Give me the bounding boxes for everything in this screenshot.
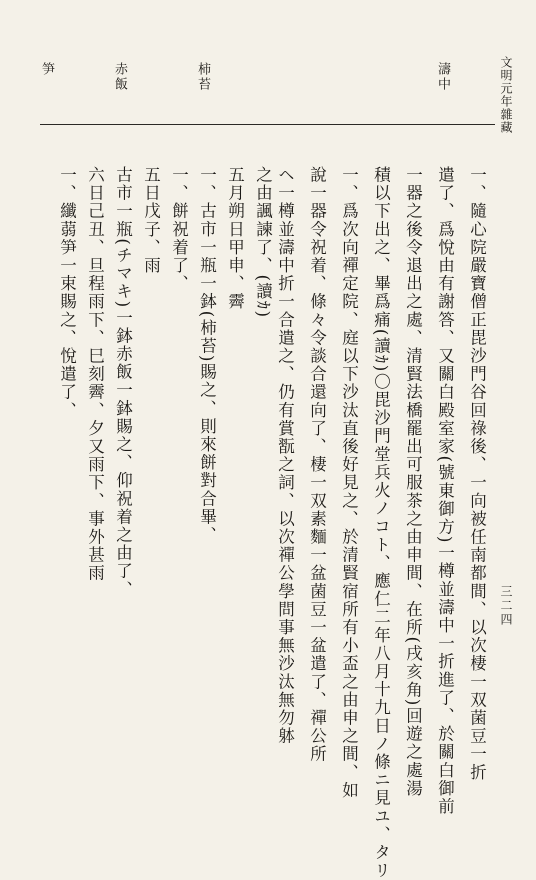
page-number: 三二四: [499, 585, 513, 627]
text-column-14: 六日己丑、旦程雨下、巳刻霽、夕又雨下、事外甚雨: [85, 166, 105, 583]
text-column-4: 積以下出之、畢爲痛(讀ｶ)〇毘沙門堂兵火ノコト、應仁二年八月十九日ノ條ニ見ユ、タリ: [371, 166, 391, 880]
top-note-2: 柿苔: [195, 62, 210, 92]
top-note-4: 笋: [39, 62, 54, 77]
top-note-1: 濤中: [435, 62, 450, 92]
text-column-2: 遣了、爲悅由有謝答、又關白殿室家(號東御方)一樽並濤中一折進了、於關白御前: [435, 166, 455, 816]
header-rule: [40, 124, 495, 125]
text-column-3: 一器之後令退出之處、清賢法橋罷出可服茶之由申間、在所(戌亥角)回遊之處湯: [403, 166, 423, 798]
text-column-6: 說一器令祝着、條々令談合還向了、棲一双素麵一盆菌豆一盆遣了、禪公所: [307, 166, 327, 764]
text-column-10: 一、古市一瓶一鉢(柿苔)賜之、則來餅對合畢、: [197, 166, 217, 545]
text-column-9: 五月朔日甲申、霽: [225, 166, 245, 311]
running-header-title: 文明元年雜藏: [499, 56, 513, 134]
text-column-13: 古市一瓶(チマキ)一鉢赤飯一鉢賜之、仰祝着之由了、: [113, 166, 133, 599]
text-column-1: 一、隨心院嚴寶僧正毘沙門谷回祿後、一向被任南都間、以次棲一双菌豆一折: [467, 166, 487, 782]
text-column-11: 一、餅祝着了、: [169, 166, 189, 293]
text-column-15: 一、纖蒻笋一束賜之、悅遣了、: [57, 166, 77, 420]
text-column-5: 一、爲次向禪定院、庭以下沙汰直後好見之、於清賢宿所有小盃之由申之間、如: [339, 166, 359, 800]
top-note-3: 赤飯: [112, 62, 127, 92]
text-column-12: 五日戊子、雨: [141, 166, 161, 275]
text-column-8: 之由諷諫了、(讀ｶ): [253, 166, 273, 319]
text-column-7: ヘ一樽並濤中折一合遣之、仍有賞翫之詞、以次禪公學問事無沙汰無勿躰: [275, 166, 295, 746]
